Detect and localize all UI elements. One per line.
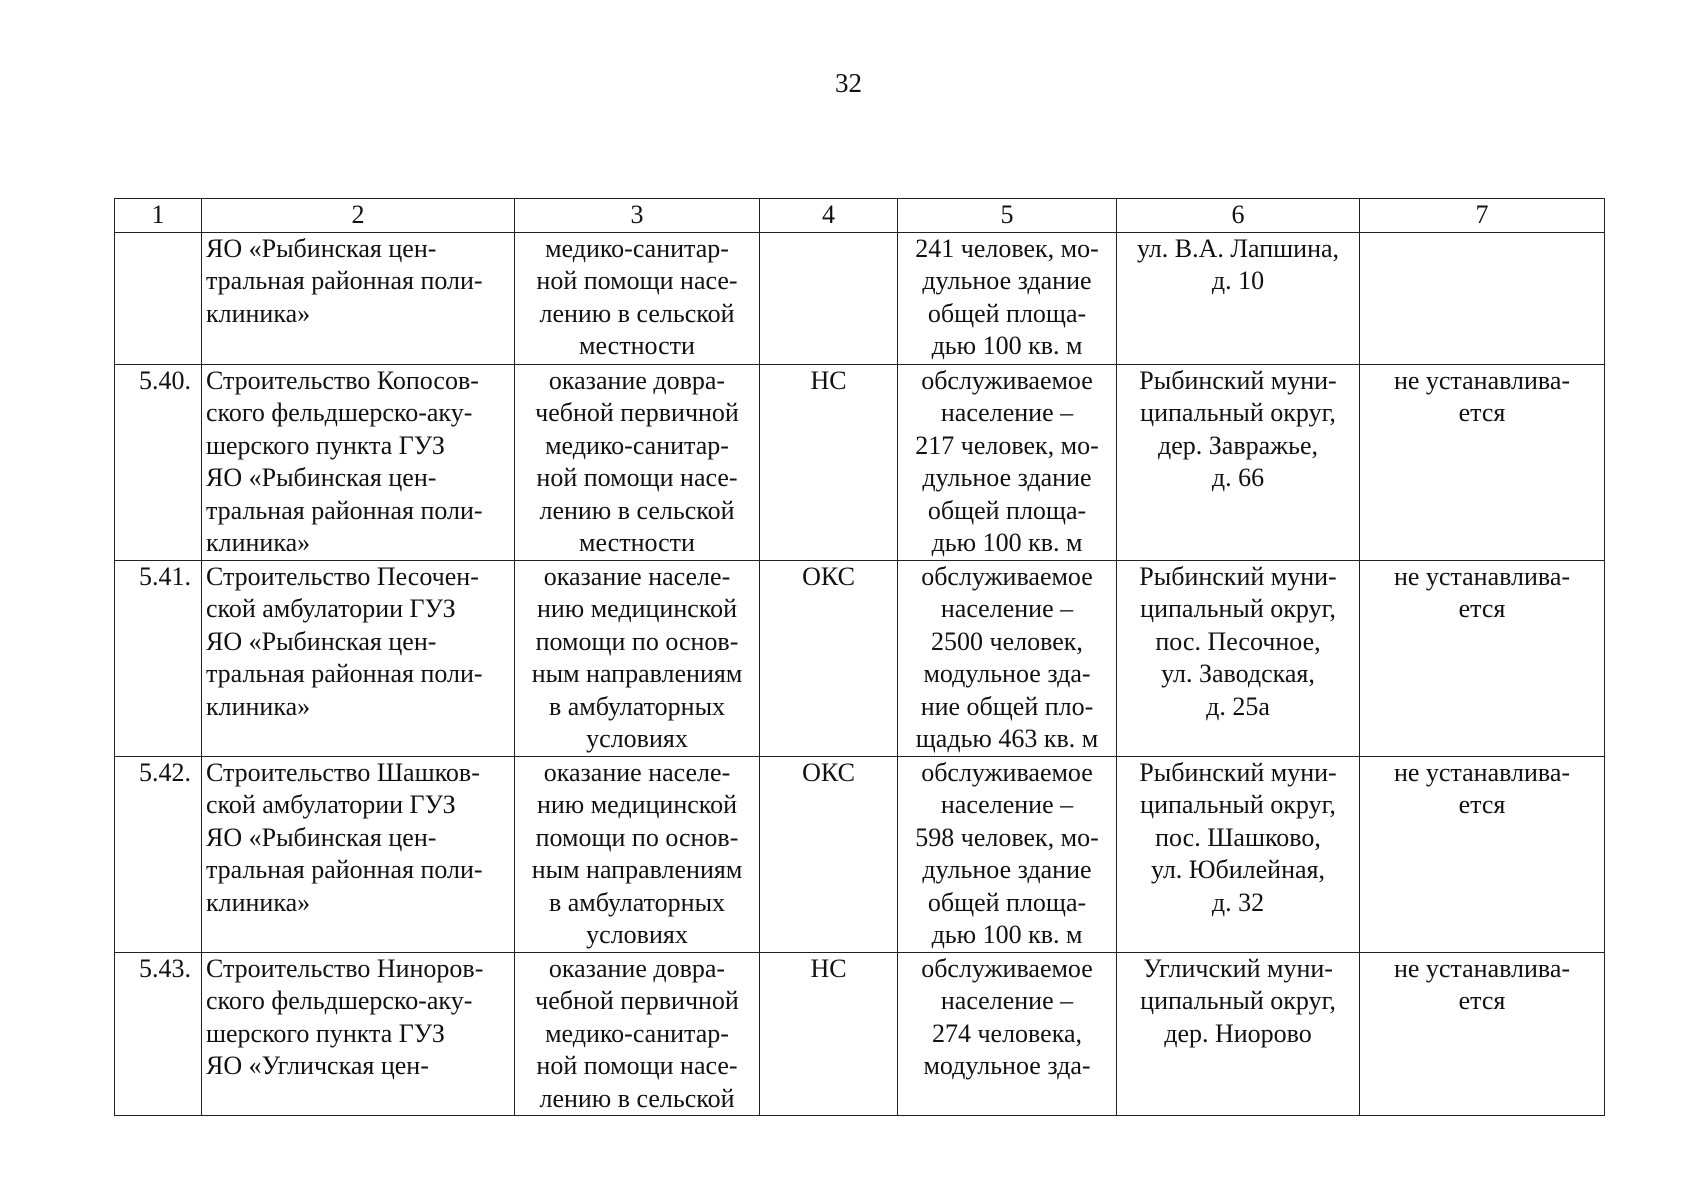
- cell-text-line: оказание довра-: [548, 953, 726, 983]
- cell-text-line: население –: [940, 986, 1074, 1015]
- cell-text-line: обслуживаемое: [921, 365, 1093, 395]
- table-row: [115, 560, 1605, 756]
- cell-text-line: модульное зда-: [923, 1051, 1091, 1080]
- purpose-cell: [515, 364, 760, 560]
- cell-text-line: д. 25а: [1206, 691, 1270, 721]
- cell-text-line: тральная районная поли-: [206, 266, 483, 295]
- column-number: 3: [515, 199, 760, 233]
- column-number: 7: [1360, 199, 1605, 233]
- object-name-cell: [202, 952, 515, 1116]
- cell-text-line: ЯО «Рыбинская цен-: [206, 233, 437, 263]
- cell-text-line: Строительство Ниноров-: [206, 953, 484, 983]
- cell-text-line: нию медицинской: [536, 594, 738, 623]
- row-number-cell: [115, 232, 202, 364]
- cell-text-line: Строительство Копосов-: [206, 365, 479, 395]
- purpose-cell: [515, 560, 760, 756]
- column-number: 1: [115, 199, 202, 233]
- zone-cell: [1360, 232, 1605, 364]
- row-number-cell: 5.42.: [115, 756, 202, 952]
- cell-text-line: дер. Ниорово: [1164, 1018, 1312, 1048]
- cell-text-line: дульное здание: [922, 463, 1092, 492]
- object-type-cell: НС: [760, 364, 898, 560]
- cell-text-line: ется: [1458, 986, 1506, 1015]
- column-number: 2: [202, 199, 515, 233]
- cell-text-line: щадью 463 кв. м: [915, 724, 1099, 753]
- cell-text-line: ул. Заводская,: [1161, 659, 1315, 688]
- cell-text-line: нию медицинской: [536, 790, 738, 819]
- cell-text-line: пос. Шашково,: [1155, 822, 1321, 852]
- column-number-row: [115, 199, 1605, 233]
- zone-cell: [1360, 364, 1605, 560]
- object-type-cell: ОКС: [760, 560, 898, 756]
- cell-text-line: ным направлениям: [531, 855, 743, 884]
- cell-text-line: 598 человек, мо-: [915, 822, 1099, 852]
- cell-text-line: местности: [579, 331, 695, 360]
- table-row: [115, 232, 1605, 364]
- cell-text-line: медико-санитар-: [545, 430, 729, 460]
- cell-text-line: ной помощи насе-: [536, 266, 738, 295]
- location-cell: [1117, 756, 1360, 952]
- cell-text-line: дью 100 кв. м: [931, 920, 1083, 949]
- cell-text-line: оказание населе-: [543, 561, 731, 591]
- cell-text-line: население –: [940, 398, 1074, 427]
- cell-text-line: обслуживаемое: [921, 953, 1093, 983]
- cell-text-line: Рыбинский муни-: [1139, 757, 1337, 787]
- cell-text-line: Строительство Шашков-: [206, 757, 480, 787]
- cell-text-line: население –: [940, 594, 1074, 623]
- location-cell: [1117, 560, 1360, 756]
- object-type-cell: ОКС: [760, 756, 898, 952]
- row-number-cell: 5.41.: [115, 560, 202, 756]
- cell-text-line: ется: [1458, 594, 1506, 623]
- planned-objects-table: [114, 198, 1605, 1116]
- cell-text-line: ципальный округ,: [1140, 986, 1336, 1015]
- cell-text-line: медико-санитар-: [545, 1018, 729, 1048]
- object-name-cell: [202, 560, 515, 756]
- cell-text-line: общей площа-: [927, 298, 1087, 328]
- table-row: [115, 364, 1605, 560]
- cell-text-line: чебной первичной: [535, 398, 739, 427]
- purpose-cell: [515, 232, 760, 364]
- cell-text-line: д. 32: [1211, 887, 1265, 917]
- column-number: 6: [1117, 199, 1360, 233]
- object-name-cell: [202, 756, 515, 952]
- cell-text-line: ние общей пло-: [920, 691, 1094, 721]
- cell-text-line: ется: [1458, 790, 1506, 819]
- cell-text-line: д. 10: [1211, 266, 1265, 295]
- cell-text-line: условиях: [586, 920, 688, 949]
- cell-text-line: не устанавлива-: [1393, 953, 1571, 983]
- characteristics-cell: [898, 232, 1117, 364]
- cell-text-line: дульное здание: [922, 266, 1092, 295]
- column-number: 4: [760, 199, 898, 233]
- cell-text-line: ской амбулатории ГУЗ: [206, 790, 456, 819]
- cell-text-line: дульное здание: [922, 855, 1092, 884]
- page-number: 32: [835, 68, 862, 98]
- object-name-cell: [202, 364, 515, 560]
- cell-text-line: шерского пункта ГУЗ: [206, 1018, 445, 1048]
- cell-text-line: ципальный округ,: [1140, 398, 1336, 427]
- cell-text-line: ЯО «Рыбинская цен-: [206, 463, 437, 492]
- row-number-cell: 5.43.: [115, 952, 202, 1116]
- cell-text-line: ЯО «Угличская цен-: [206, 1051, 429, 1080]
- cell-text-line: клиника»: [206, 691, 311, 721]
- cell-text-line: дью 100 кв. м: [931, 528, 1083, 557]
- cell-text-line: помощи по основ-: [535, 822, 739, 852]
- cell-text-line: ского фельдшерско-аку-: [206, 398, 473, 427]
- cell-text-line: Строительство Песочен-: [206, 561, 479, 591]
- column-number: 5: [898, 199, 1117, 233]
- zone-cell: [1360, 560, 1605, 756]
- characteristics-cell: [898, 952, 1117, 1116]
- cell-text-line: население –: [940, 790, 1074, 819]
- cell-text-line: клиника»: [206, 887, 311, 917]
- cell-text-line: не устанавлива-: [1393, 561, 1571, 591]
- cell-text-line: Рыбинский муни-: [1139, 561, 1337, 591]
- location-cell: [1117, 232, 1360, 364]
- cell-text-line: ЯО «Рыбинская цен-: [206, 822, 437, 852]
- cell-text-line: дью 100 кв. м: [931, 331, 1083, 360]
- cell-text-line: пос. Песочное,: [1155, 626, 1321, 656]
- cell-text-line: оказание довра-: [548, 365, 726, 395]
- cell-text-line: обслуживаемое: [921, 757, 1093, 787]
- cell-text-line: не устанавлива-: [1393, 365, 1571, 395]
- zone-cell: [1360, 952, 1605, 1116]
- cell-text-line: условиях: [586, 724, 688, 753]
- zone-cell: [1360, 756, 1605, 952]
- cell-text-line: медико-санитар-: [545, 233, 729, 263]
- cell-text-line: 2500 человек,: [931, 626, 1083, 656]
- cell-text-line: обслуживаемое: [921, 561, 1093, 591]
- cell-text-line: 241 человек, мо-: [915, 233, 1099, 263]
- cell-text-line: не устанавлива-: [1393, 757, 1571, 787]
- purpose-cell: [515, 952, 760, 1116]
- cell-text-line: ул. В.А. Лапшина,: [1136, 233, 1340, 263]
- cell-text-line: клиника»: [206, 298, 311, 328]
- cell-text-line: ной помощи насе-: [536, 1051, 738, 1080]
- location-cell: [1117, 952, 1360, 1116]
- cell-text-line: ным направлениям: [531, 659, 743, 688]
- cell-text-line: местности: [579, 528, 695, 557]
- table-row: [115, 756, 1605, 952]
- cell-text-line: дер. Завражье,: [1157, 430, 1318, 460]
- characteristics-cell: [898, 364, 1117, 560]
- purpose-cell: [515, 756, 760, 952]
- cell-text-line: лению в сельской: [539, 495, 735, 525]
- cell-text-line: ципальный округ,: [1140, 594, 1336, 623]
- cell-text-line: общей площа-: [927, 495, 1087, 525]
- cell-text-line: в амбулаторных: [548, 887, 726, 917]
- cell-text-line: 217 человек, мо-: [915, 430, 1099, 460]
- cell-text-line: лению в сельской: [539, 298, 735, 328]
- cell-text-line: чебной первичной: [535, 986, 739, 1015]
- cell-text-line: Угличский муни-: [1143, 953, 1333, 983]
- cell-text-line: шерского пункта ГУЗ: [206, 430, 445, 460]
- cell-text-line: ципальный округ,: [1140, 790, 1336, 819]
- cell-text-line: д. 66: [1211, 463, 1265, 492]
- object-type-cell: НС: [760, 952, 898, 1116]
- cell-text-line: ется: [1458, 398, 1506, 427]
- cell-text-line: 274 человека,: [931, 1018, 1083, 1048]
- row-number-cell: 5.40.: [115, 364, 202, 560]
- cell-text-line: ской амбулатории ГУЗ: [206, 594, 456, 623]
- object-type-cell: [760, 232, 898, 364]
- cell-text-line: помощи по основ-: [535, 626, 739, 656]
- cell-text-line: тральная районная поли-: [206, 659, 483, 688]
- location-cell: [1117, 364, 1360, 560]
- characteristics-cell: [898, 756, 1117, 952]
- cell-text-line: модульное зда-: [923, 659, 1091, 688]
- cell-text-line: оказание населе-: [543, 757, 731, 787]
- cell-text-line: ул. Юбилейная,: [1150, 855, 1326, 884]
- object-name-cell: [202, 232, 515, 364]
- cell-text-line: тральная районная поли-: [206, 495, 483, 525]
- cell-text-line: ского фельдшерско-аку-: [206, 986, 473, 1015]
- table-row: [115, 952, 1605, 1116]
- cell-text-line: ной помощи насе-: [536, 463, 738, 492]
- cell-text-line: клиника»: [206, 528, 311, 557]
- characteristics-cell: [898, 560, 1117, 756]
- cell-text-line: тральная районная поли-: [206, 855, 483, 884]
- cell-text-line: в амбулаторных: [548, 691, 726, 721]
- cell-text-line: Рыбинский муни-: [1139, 365, 1337, 395]
- cell-text-line: ЯО «Рыбинская цен-: [206, 626, 437, 656]
- cell-text-line: общей площа-: [927, 887, 1087, 917]
- cell-text-line: лению в сельской: [539, 1083, 735, 1113]
